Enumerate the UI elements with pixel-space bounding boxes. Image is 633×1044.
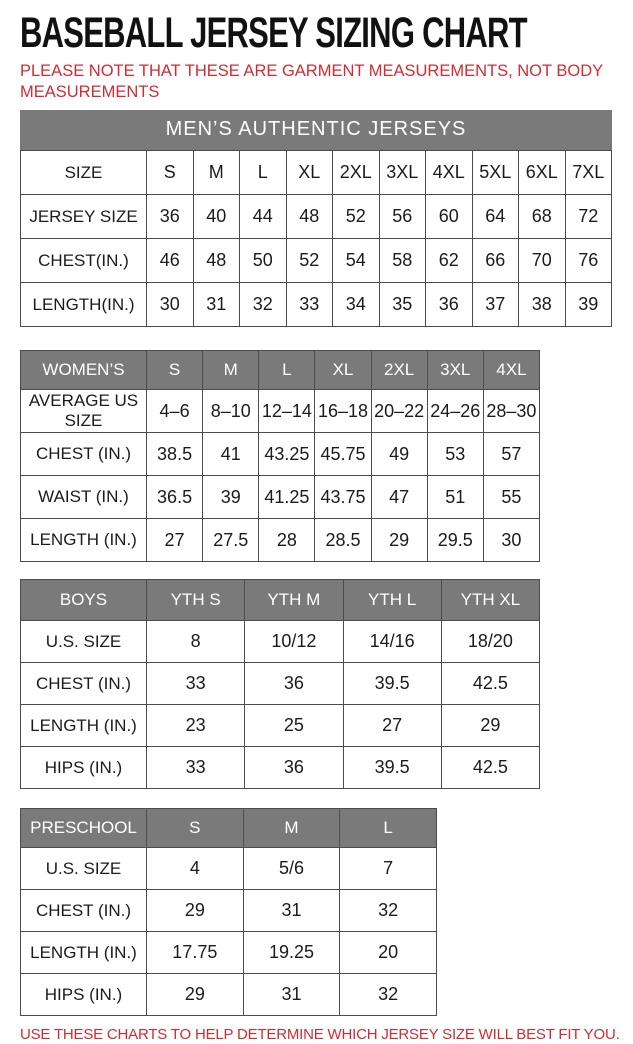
mens-size-table [20, 150, 612, 327]
size-cell: 27.5 [203, 518, 259, 561]
size-cell: 20–22 [371, 389, 427, 432]
size-cell: 18/20 [441, 620, 539, 662]
size-cell: 4XL [426, 150, 473, 194]
size-cell: 50 [240, 238, 287, 282]
size-cell: 27 [343, 704, 441, 746]
size-cell: 8–10 [203, 389, 259, 432]
size-cell: 43.75 [315, 475, 371, 518]
size-cell: 42.5 [441, 746, 539, 788]
table-row [21, 475, 540, 518]
size-cell: 30 [483, 518, 539, 561]
row-label: CHEST(IN.) [21, 238, 147, 282]
row-label: JERSEY SIZE [21, 194, 147, 238]
size-cell: 51 [427, 475, 483, 518]
size-cell: 66 [472, 238, 519, 282]
table-row [21, 389, 540, 432]
size-cell: 46 [147, 238, 194, 282]
size-cell: 33 [286, 282, 333, 326]
size-cell: 25 [245, 704, 343, 746]
table-row [21, 238, 612, 282]
size-cell: 4–6 [147, 389, 203, 432]
size-cell: 6XL [519, 150, 566, 194]
table-row [21, 808, 437, 847]
size-cell: 72 [565, 194, 612, 238]
size-cell: 24–26 [427, 389, 483, 432]
size-cell: 23 [147, 704, 245, 746]
row-label: LENGTH (IN.) [21, 518, 147, 561]
table-row [21, 662, 540, 704]
size-cell: XL [315, 350, 371, 389]
size-cell: 76 [565, 238, 612, 282]
size-cell: 7 [340, 847, 437, 889]
size-cell: 36 [245, 662, 343, 704]
row-label: U.S. SIZE [21, 620, 147, 662]
size-cell: 39.5 [343, 746, 441, 788]
size-cell: 32 [240, 282, 287, 326]
size-cell: 29 [371, 518, 427, 561]
size-cell: 47 [371, 475, 427, 518]
size-cell: 36 [147, 194, 194, 238]
table-row [21, 889, 437, 931]
size-cell: 43.25 [259, 432, 315, 475]
womens-size-table [20, 350, 540, 562]
size-cell: M [203, 350, 259, 389]
size-cell: 39.5 [343, 662, 441, 704]
table-row [21, 746, 540, 788]
size-cell: S [147, 350, 203, 389]
size-cell: 3XL [379, 150, 426, 194]
table-row [21, 704, 540, 746]
page-title: BASEBALL JERSEY SIZING CHART [20, 9, 527, 57]
size-cell: 52 [333, 194, 380, 238]
size-cell: 36 [245, 746, 343, 788]
size-cell: 4 [147, 847, 244, 889]
size-cell: 28 [259, 518, 315, 561]
boys-size-table [20, 579, 540, 789]
size-cell: 54 [333, 238, 380, 282]
garment-measurements-note: PLEASE NOTE THAT THESE ARE GARMENT MEASUREMENTS, NOT BODY MEASUREMENTS [20, 61, 603, 101]
size-cell: 33 [147, 662, 245, 704]
size-cell: L [240, 150, 287, 194]
table-row [21, 847, 437, 889]
size-cell: 29 [147, 973, 244, 1015]
size-cell: M [243, 808, 340, 847]
table-row [21, 350, 540, 389]
size-cell: 55 [483, 475, 539, 518]
size-cell: 70 [519, 238, 566, 282]
footer-note: USE THESE CHARTS TO HELP DETERMINE WHICH JERSEY SIZE WILL BEST FIT YOU. [20, 1025, 620, 1043]
row-label: CHEST (IN.) [21, 662, 147, 704]
size-cell: 32 [340, 973, 437, 1015]
size-cell: 39 [565, 282, 612, 326]
size-cell: 48 [286, 194, 333, 238]
size-cell: 5XL [472, 150, 519, 194]
size-cell: 33 [147, 746, 245, 788]
size-cell: 42.5 [441, 662, 539, 704]
table-row [21, 973, 437, 1015]
size-cell: 29 [147, 889, 244, 931]
size-cell: YTH M [245, 579, 343, 620]
size-cell: 41.25 [259, 475, 315, 518]
size-cell: 3XL [427, 350, 483, 389]
table-row [21, 194, 612, 238]
table-row [21, 518, 540, 561]
preschool-size-table [20, 808, 437, 1016]
row-label: SIZE [21, 150, 147, 194]
size-cell: 68 [519, 194, 566, 238]
size-cell: L [340, 808, 437, 847]
size-cell: 2XL [333, 150, 380, 194]
size-cell: M [193, 150, 240, 194]
size-cell: 52 [286, 238, 333, 282]
size-cell: 44 [240, 194, 287, 238]
size-cell: YTH S [147, 579, 245, 620]
size-cell: L [259, 350, 315, 389]
row-label: U.S. SIZE [21, 847, 147, 889]
table-row [21, 282, 612, 326]
size-cell: 36 [426, 282, 473, 326]
size-cell: 58 [379, 238, 426, 282]
size-cell: 8 [147, 620, 245, 662]
size-cell: 16–18 [315, 389, 371, 432]
size-cell: 35 [379, 282, 426, 326]
row-label: LENGTH(IN.) [21, 282, 147, 326]
size-cell: 12–14 [259, 389, 315, 432]
size-cell: 31 [193, 282, 240, 326]
table-row [21, 931, 437, 973]
table-row [21, 150, 612, 194]
size-cell: 49 [371, 432, 427, 475]
size-cell: 31 [243, 973, 340, 1015]
size-cell: 4XL [483, 350, 539, 389]
size-cell: 45.75 [315, 432, 371, 475]
size-cell: 5/6 [243, 847, 340, 889]
size-cell: 10/12 [245, 620, 343, 662]
size-cell: 53 [427, 432, 483, 475]
size-cell: 39 [203, 475, 259, 518]
size-cell: 14/16 [343, 620, 441, 662]
size-cell: 17.75 [147, 931, 244, 973]
size-cell: 64 [472, 194, 519, 238]
size-cell: XL [286, 150, 333, 194]
size-cell: 19.25 [243, 931, 340, 973]
table-row [21, 432, 540, 475]
size-cell: S [147, 808, 244, 847]
row-label: LENGTH (IN.) [21, 931, 147, 973]
size-cell: S [147, 150, 194, 194]
size-cell: 27 [147, 518, 203, 561]
row-label: AVERAGE US SIZE [21, 389, 147, 432]
size-cell: 40 [193, 194, 240, 238]
size-cell: 2XL [371, 350, 427, 389]
table-row [21, 620, 540, 662]
size-cell: 38 [519, 282, 566, 326]
row-label: BOYS [21, 579, 147, 620]
row-label: WOMEN’S [21, 350, 147, 389]
row-label: CHEST (IN.) [21, 432, 147, 475]
row-label: HIPS (IN.) [21, 973, 147, 1015]
size-cell: 28.5 [315, 518, 371, 561]
size-cell: 48 [193, 238, 240, 282]
row-label: LENGTH (IN.) [21, 704, 147, 746]
size-cell: 7XL [565, 150, 612, 194]
row-label: WAIST (IN.) [21, 475, 147, 518]
size-cell: YTH L [343, 579, 441, 620]
size-cell: 30 [147, 282, 194, 326]
size-cell: 37 [472, 282, 519, 326]
size-cell: 60 [426, 194, 473, 238]
row-label: PRESCHOOL [21, 808, 147, 847]
size-cell: 32 [340, 889, 437, 931]
mens-authentic-jerseys-banner: MEN’S AUTHENTIC JERSEYS [20, 110, 612, 150]
size-cell: 41 [203, 432, 259, 475]
size-cell: YTH XL [441, 579, 539, 620]
size-cell: 34 [333, 282, 380, 326]
size-cell: 56 [379, 194, 426, 238]
table-row [21, 579, 540, 620]
size-cell: 29.5 [427, 518, 483, 561]
row-label: CHEST (IN.) [21, 889, 147, 931]
size-cell: 31 [243, 889, 340, 931]
size-cell: 38.5 [147, 432, 203, 475]
size-cell: 36.5 [147, 475, 203, 518]
row-label: HIPS (IN.) [21, 746, 147, 788]
size-cell: 28–30 [483, 389, 539, 432]
size-cell: 62 [426, 238, 473, 282]
size-cell: 57 [483, 432, 539, 475]
size-cell: 20 [340, 931, 437, 973]
size-cell: 29 [441, 704, 539, 746]
